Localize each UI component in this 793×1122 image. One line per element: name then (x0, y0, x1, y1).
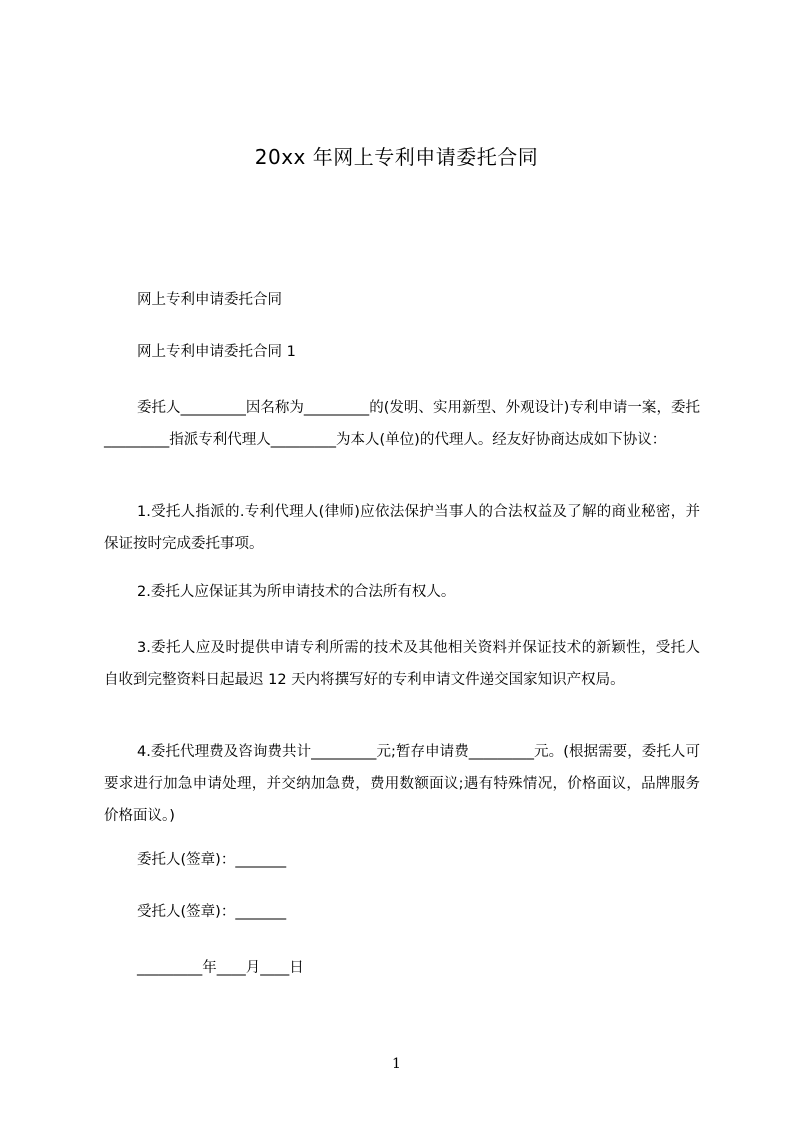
clause-2 (104, 576, 700, 608)
clause-3 (104, 632, 700, 696)
section-subheading-text: 网上专利申请委托合同 1 (137, 344, 296, 360)
paragraph-intro (104, 392, 700, 456)
paragraph-text: 2.委托人应保证其为所申请技术的合法所有权人。 (137, 584, 456, 600)
page-number: 1 (392, 1056, 401, 1072)
paragraph-text: 委托人_________因名称为_________的(发明、实用新型、外观设计)专利申请一案，委托_________指派专利代理人_________为本人(单位)的代理人。经友好协商达成如下协议： (104, 400, 700, 448)
section-heading-text: 网上专利申请委托合同 (137, 292, 282, 308)
clause-1 (104, 496, 700, 560)
agent-signature-line (104, 896, 700, 928)
client-signature-line (104, 844, 700, 876)
date-line (104, 952, 700, 984)
document-title: 20xx 年网上专利申请委托合同 (254, 145, 539, 169)
date-text: _________年____月____日 (137, 960, 304, 976)
clause-4 (104, 736, 700, 832)
signature-text: 委托人(签章)：_______ (137, 852, 287, 868)
section-subheading (104, 336, 700, 368)
paragraph-text: 4.委托代理费及咨询费共计_________元;暂存申请费_________元。(根据需要，委托人可要求进行加急申请处理，并交纳加急费，费用数额面议;遇有特殊情况，价格面议，品牌服务价格面议。) (104, 744, 700, 824)
paragraph-text: 3.委托人应及时提供申请专利所需的技术及其他相关资料并保证技术的新颖性，受托人自收到完整资料日起最迟 12 天内将撰写好的专利申请文件递交国家知识产权局。 (104, 640, 700, 688)
section-heading (104, 284, 700, 316)
paragraph-text: 1.受托人指派的.专利代理人(律师)应依法保护当事人的合法权益及了解的商业秘密，并保证按时完成委托事项。 (104, 504, 700, 552)
signature-text: 受托人(签章)：_______ (137, 904, 287, 920)
